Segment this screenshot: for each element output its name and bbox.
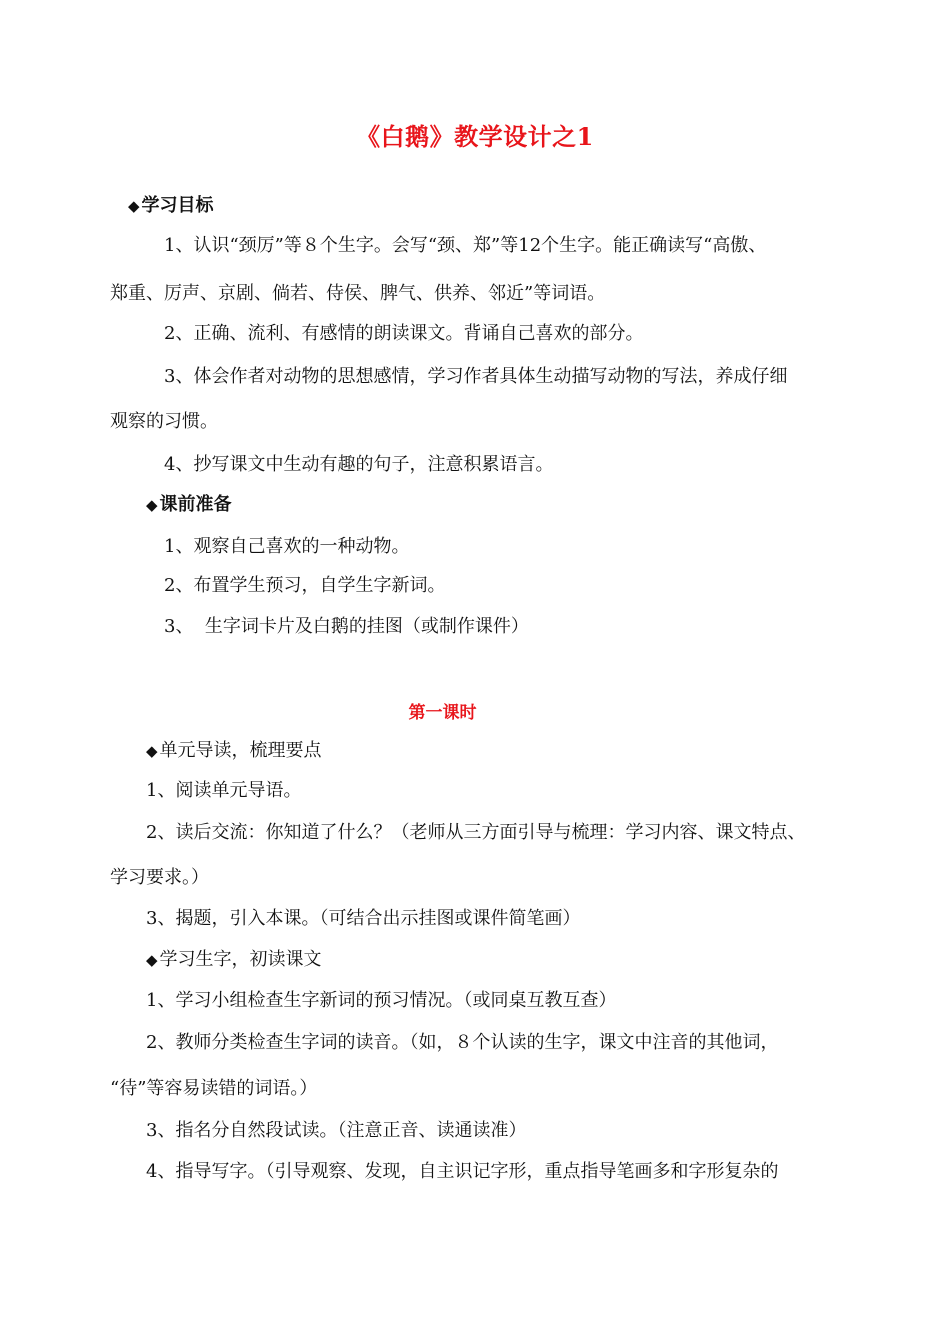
prep-line-1: 1、观察自己喜欢的一种动物。 [164, 536, 410, 557]
section-heading-goals: ◆ 学习目标 [128, 195, 214, 216]
diamond-bullet-icon: ◆ [146, 951, 158, 969]
goal-line-1: 1、认识“颈厉”等８个生字。会写“颈、郑”等12个生字。能正确读写“高傲、 [164, 235, 767, 256]
part1-line-2-cont: 学习要求。） [110, 867, 209, 888]
prep-line-3: 3、 生字词卡片及白鹅的挂图（或制作课件） [164, 616, 529, 637]
goal-line-1-cont: 郑重、厉声、京剧、倘若、侍侯、脾气、供养、邻近”等词语。 [110, 283, 606, 304]
document-title: 《白鹅》教学设计之1 [356, 122, 594, 151]
section-heading-prep: ◆ 课前准备 [146, 494, 232, 515]
part1-heading: ◆ 单元导读，梳理要点 [146, 740, 322, 761]
prep-line-2: 2、布置学生预习，自学生字新词。 [164, 575, 446, 596]
part2-line-2-cont: “待”等容易读错的词语。） [110, 1078, 318, 1099]
part2-line-2: 2、教师分类检查生字词的读音。（如，８个认读的生字，课文中注音的其他词， [146, 1032, 779, 1053]
diamond-bullet-icon: ◆ [146, 496, 158, 514]
part1-line-2: 2、读后交流：你知道了什么？（老师从三方面引导与梳理：学习内容、课文特点、 [146, 822, 806, 843]
diamond-bullet-icon: ◆ [146, 742, 158, 760]
lesson-heading: 第一课时 [408, 703, 477, 723]
part2-line-4: 4、指导写字。（引导观察、发现，自主识记字形，重点指导笔画多和字形复杂的 [146, 1161, 779, 1182]
goal-line-4: 4、抄写课文中生动有趣的句子，注意积累语言。 [164, 454, 554, 475]
part1-line-3: 3、揭题，引入本课。（可结合出示挂图或课件简笔画） [146, 908, 581, 929]
goal-line-3: 3、体会作者对动物的思想感情，学习作者具体生动描写动物的写法，养成仔细 [164, 366, 788, 387]
part2-heading: ◆ 学习生字，初读课文 [146, 949, 322, 970]
diamond-bullet-icon: ◆ [128, 197, 140, 215]
goal-line-3-cont: 观察的习惯。 [110, 411, 218, 432]
part2-line-1: 1、学习小组检查生字新词的预习情况。（或同桌互教互查） [146, 990, 617, 1011]
part1-line-1: 1、阅读单元导语。 [146, 780, 302, 801]
part2-line-3: 3、指名分自然段试读。（注意正音、读通读准） [146, 1120, 527, 1141]
goal-line-2: 2、正确、流利、有感情的朗读课文。背诵自己喜欢的部分。 [164, 323, 644, 344]
